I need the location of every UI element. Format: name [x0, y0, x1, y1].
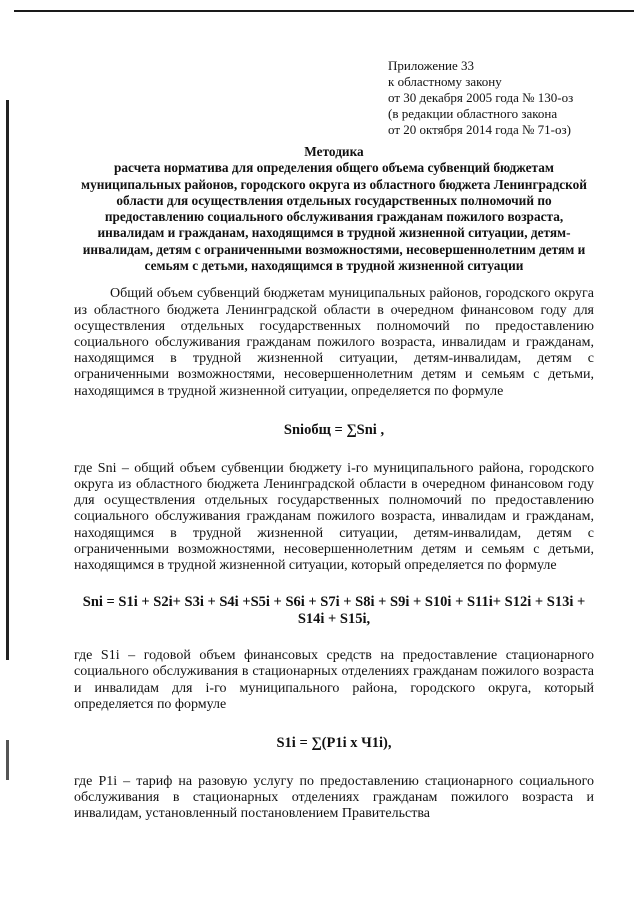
- title-subtitle: расчета норматива для определения общего объема субвенций бюджетам муниципальных районов, городского округа из областного бюджета Ленинградской области для осуществления отдельных государственных полномочий по предоставлению социального обслуживания гражданам пожилого возраста, инвалидам и гражданам, находящимся в трудной жизненной ситуации, детям-инвалидам, детям с ограниченными возможностями, несовершеннолетним детям и семьям с детьми, находящимся в трудной жизненной ситуации: [81, 160, 587, 274]
- appendix-line: Приложение 33: [388, 58, 475, 73]
- appendix-line: к областному закону: [388, 74, 502, 89]
- intro-paragraph: Общий объем субвенций бюджетам муниципальных районов, городского округа из областного бюджета Ленинградской области в очередном финансовом году для осуществления отдельных государственных полномочий по предоставлению социального обслуживания гражданам пожилого возраста, инвалидам и гражданам, находящимся в трудной жизненной ситуации, детям-инвалидам, детям с ограниченными возможностями, несовершеннолетним детям и семьям с детьми, находящимся в трудной жизненной ситуации, определяется по формуле: [74, 286, 594, 399]
- appendix-line: от 30 декабря 2005 года № 130-оз: [388, 90, 574, 105]
- document-page: [74, 58, 594, 837]
- where-p1-paragraph: где P1i – тариф на разовую услугу по предоставлению стационарного социального обслуживания в стационарных отделениях гражданам пожилого возраста и инвалидам, установленный постановлением Правительства: [74, 774, 594, 822]
- scan-border-top: [14, 10, 634, 12]
- formula-sni: Sni = S1i + S2i+ S3i + S4i +S5i + S6i + S7i + S8i + S9i + S10i + S11i+ S12i + S13i + S14i + S15i,: [82, 594, 586, 628]
- scan-border-left: [6, 100, 9, 660]
- appendix-note: [388, 58, 594, 138]
- formula-s1: S1i = ∑(P1i x Ч1i),: [276, 735, 392, 752]
- document-title: [74, 144, 594, 274]
- appendix-line: (в редакции областного закона: [388, 106, 558, 121]
- scan-mark: [6, 740, 9, 780]
- where-s1-paragraph: где S1i – годовой объем финансовых средств на предоставление стационарного социального обслуживания в стационарных отделениях гражданам пожилого возраста и инвалидам для i-го муниципального района, городского округа, который определяется по формуле: [74, 648, 594, 712]
- where-sni-paragraph: где Sni – общий объем субвенции бюджету i-го муниципального района, городского округа из областного бюджета Ленинградской области в очередном финансовом году для осуществления отдельных государственных полномочий по предоставлению социального обслуживания гражданам пожилого возраста, инвалидам и гражданам, находящимся в трудной жизненной ситуации, детям-инвалидам, детям с ограниченными возможностями, несовершеннолетним детям и семьям с детьми, находящимся в трудной жизненной ситуации, который определяется по формуле: [74, 460, 594, 574]
- formula-total: Sniобщ = ∑Sni ,: [283, 421, 385, 438]
- appendix-line: от 20 октября 2014 года № 71-оз): [388, 122, 571, 137]
- title-heading: Методика: [304, 144, 364, 159]
